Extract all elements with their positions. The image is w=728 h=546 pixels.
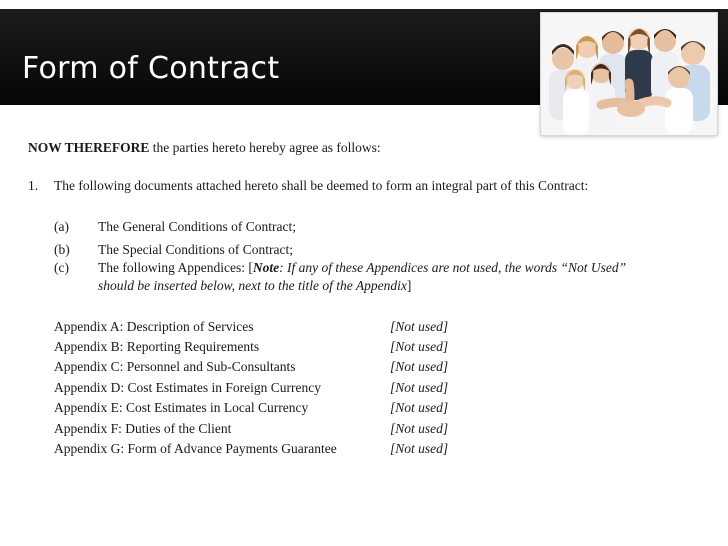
intro-paragraph (28, 139, 381, 157)
appendix-status: [Not used] (390, 421, 449, 436)
clause-number: 1. (28, 178, 39, 193)
item-text-a: The General Conditions of Contract; (98, 219, 296, 234)
item-label-a: (a) (54, 219, 69, 234)
appendix-status: [Not used] (390, 319, 449, 334)
team-hands-icon (541, 13, 717, 135)
note-close: ] (406, 278, 412, 293)
appendix-status: [Not used] (390, 441, 449, 456)
item-text-c-lead: The following Appendices: [ (98, 260, 253, 275)
appendix-name: Appendix C: Personnel and Sub-Consultants (54, 359, 296, 374)
clause-text: The following documents attached hereto shall be deemed to form an integral part of this Contract: (54, 178, 589, 193)
appendix-status: [Not used] (390, 339, 449, 354)
appendix-name: Appendix E: Cost Estimates in Local Currency (54, 400, 309, 415)
item-label-c: (c) (54, 260, 69, 275)
note-bold-word: Note (252, 260, 280, 275)
team-photo (541, 13, 717, 135)
note-line2-row (98, 277, 411, 295)
intro-rest: the parties hereto hereby agree as follows: (149, 140, 381, 155)
appendix-name: Appendix A: Description of Services (54, 319, 254, 334)
appendix-status: [Not used] (390, 380, 449, 395)
appendix-name: Appendix B: Reporting Requirements (54, 339, 260, 354)
appendix-status: [Not used] (390, 359, 449, 374)
appendix-name: Appendix D: Cost Estimates in Foreign Currency (54, 380, 321, 395)
slide-title: Form of Contract (22, 51, 280, 86)
item-label-b: (b) (54, 242, 70, 257)
note-line2: should be inserted below, next to the title of the Appendix (98, 278, 407, 293)
appendix-status: [Not used] (390, 400, 449, 415)
item-text-b: The Special Conditions of Contract; (98, 242, 293, 257)
note-line1: : If any of these Appendices are not used, the words “Not Used” (279, 260, 627, 275)
intro-bold: NOW THEREFORE (28, 140, 150, 155)
appendix-name: Appendix G: Form of Advance Payments Guarantee (54, 441, 337, 456)
item-text-c (98, 259, 626, 277)
appendix-name: Appendix F: Duties of the Client (54, 421, 232, 436)
